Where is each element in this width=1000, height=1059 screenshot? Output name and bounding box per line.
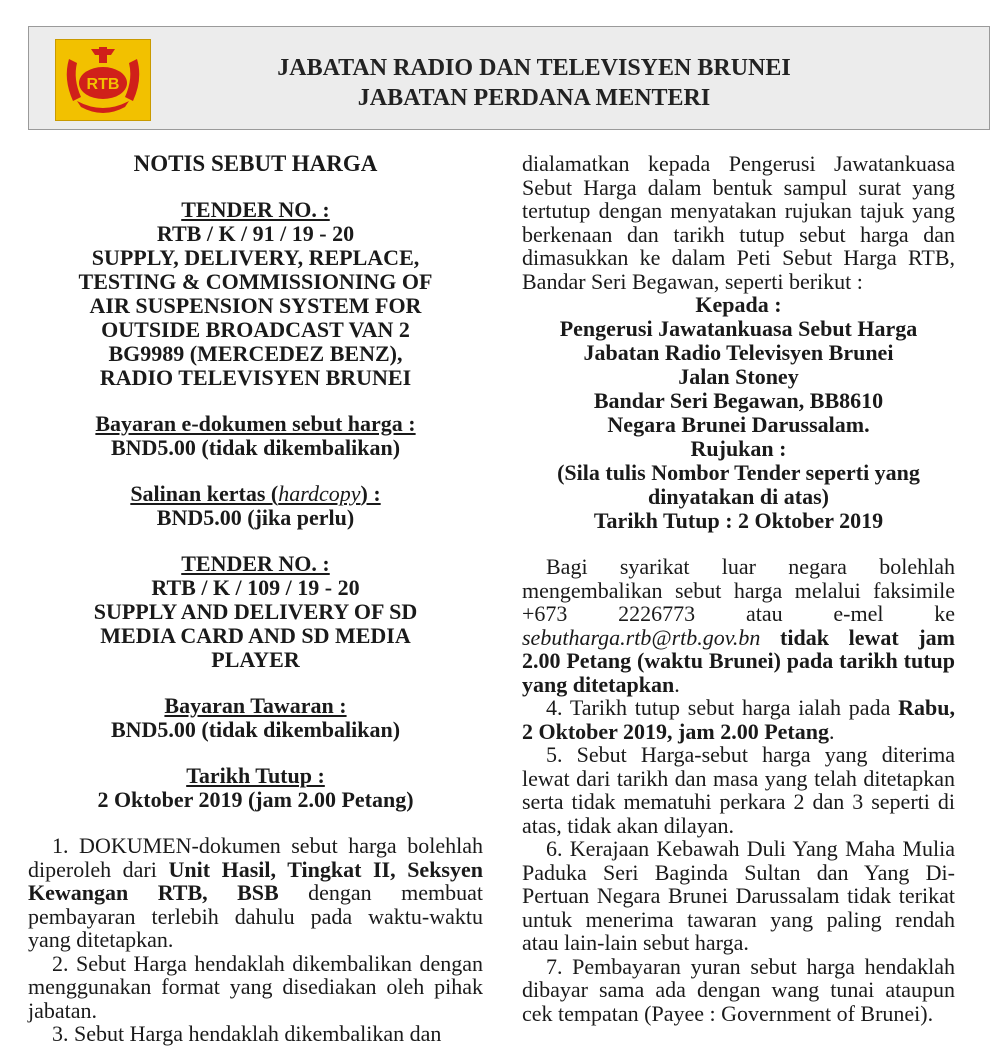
tender2-label: TENDER NO. : [181,551,330,576]
header-title [244,53,824,113]
tender2-title-line: PLAYER [211,647,300,672]
address-line: Jalan Stoney [678,364,799,389]
paragraph-3: 3. Sebut Harga hendaklah dikembalikan dan [52,1021,442,1046]
address-line: Negara Brunei Darussalam. [607,412,870,437]
email-link[interactable]: sebutharga.rtb@rtb.gov.bn [522,624,761,650]
tender1-ref: RTB / K / 91 / 19 - 20 [156,221,355,246]
tender2-title-line: MEDIA CARD AND SD MEDIA [100,623,411,648]
address-line: (Sila tulis Nombor Tender seperti yang [557,460,920,485]
header-line-1: JABATAN RADIO DAN TELEVISYEN BRUNEI [277,55,791,81]
address-line: dinyatakan di atas) [648,484,829,509]
svg-text:RTB: RTB [86,76,120,93]
paragraph-5: 5. Sebut Harga-sebut harga yang diterima lewat dari tarikh dan masa yang telah ditetapkan serta tidak mematuhi perkara 2 dan 3 seperti di atas, tidak akan dilayan. [522,742,955,838]
tender2-title-line: SUPPLY AND DELIVERY OF SD [93,599,418,624]
tender2-ref: RTB / K / 109 / 19 - 20 [151,575,360,600]
paragraph-6: 6. Kerajaan Kebawah Duli Yang Maha Mulia Paduka Seri Baginda Sultan dan Yang Di-Pertuan Negara Brunei Darussalam tidak terikat untuk menerima tawaran yang paling rendah atau lain-lain sebut harga. [522,836,955,955]
address-line: Rujukan : [690,436,787,461]
tender2-close-value: 2 Oktober 2019 (jam 2.00 Petang) [97,787,414,812]
tender1-title-line: TESTING & COMMISSIONING OF [78,269,433,294]
left-column [28,152,483,1046]
address-line: Pengerusi Jawatankuasa Sebut Harga [559,316,918,341]
right-column [522,152,955,1025]
paragraph-7: 7. Pembayaran yuran sebut harga hendaklah dibayar sama ada dengan wang tunai ataupun cek tempatan (Payee : Government of Brunei). [522,953,955,1026]
tender1-title-line: AIR SUSPENSION SYSTEM FOR [89,293,422,318]
rtb-logo-icon [55,39,151,121]
tender1-fee-label: Bayaran e-dokumen sebut harga : [95,411,416,436]
tender1-fee-value: BND5.00 (tidak dikembalikan) [110,435,401,460]
tender2-fee-label: Bayaran Tawaran : [164,693,347,718]
paragraph-overseas: Bagi syarikat luar negara bolehlah mengembalikan sebut harga melalui faksimile +673 2226773 atau e-mel ke sebutharga.rtb@rtb.gov.bn tidak lewat jam 2.00 Petang (waktu Brunei) pada tarikh tutup yang ditetapkan. [522,554,955,697]
address-line: Bandar Seri Begawan, BB8610 [593,388,884,413]
tender2-fee-value: BND5.00 (tidak dikembalikan) [110,717,401,742]
address-line: Kepada : [695,292,782,317]
tender1-title-line: RADIO TELEVISYEN BRUNEI [99,365,412,390]
address-line: Tarikh Tutup : 2 Oktober 2019 [593,508,884,533]
tender1-label: TENDER NO. : [181,197,330,222]
notice-title: NOTIS SEBUT HARGA [133,151,378,176]
paragraph-2: 2. Sebut Harga hendaklah dikembalikan dengan menggunakan format yang disediakan oleh pihak jabatan. [28,950,483,1023]
tender1-title-line: BG9989 (MERCEDEZ BENZ), [108,341,403,366]
tender1-title-line: OUTSIDE BROADCAST VAN 2 [101,317,410,342]
paragraph-1: 1. DOKUMEN-dokumen sebut harga bolehlah diperoleh dari Unit Hasil, Tingkat II, Seksyen Kewangan RTB, BSB dengan membuat pembayaran terlebih dahulu pada waktu-waktu yang ditetapkan. [28,833,483,952]
address-line: Jabatan Radio Televisyen Brunei [583,340,894,365]
paragraph-3-continued: dialamatkan kepada Pengerusi Jawatankuasa Sebut Harga dalam bentuk sampul surat yang tertutup dengan menyatakan rujukan tajuk yang berkenaan dan tarikh tutup sebut harga dan dimasukkan ke dalam Peti Sebut Harga RTB, Bandar Seri Begawan, seperti berikut : [522,151,955,294]
header-line-2: JABATAN PERDANA MENTERI [357,85,711,111]
header-banner [28,26,990,130]
paragraph-4: 4. Tarikh tutup sebut harga ialah pada Rabu, 2 Oktober 2019, jam 2.00 Petang. [522,695,955,744]
tender1-copy-label: Salinan kertas (hardcopy) : [130,481,381,506]
tender1-copy-value: BND5.00 (jika perlu) [156,505,355,530]
tender2-close-label: Tarikh Tutup : [186,763,325,788]
tender1-title-line: SUPPLY, DELIVERY, REPLACE, [91,245,420,270]
